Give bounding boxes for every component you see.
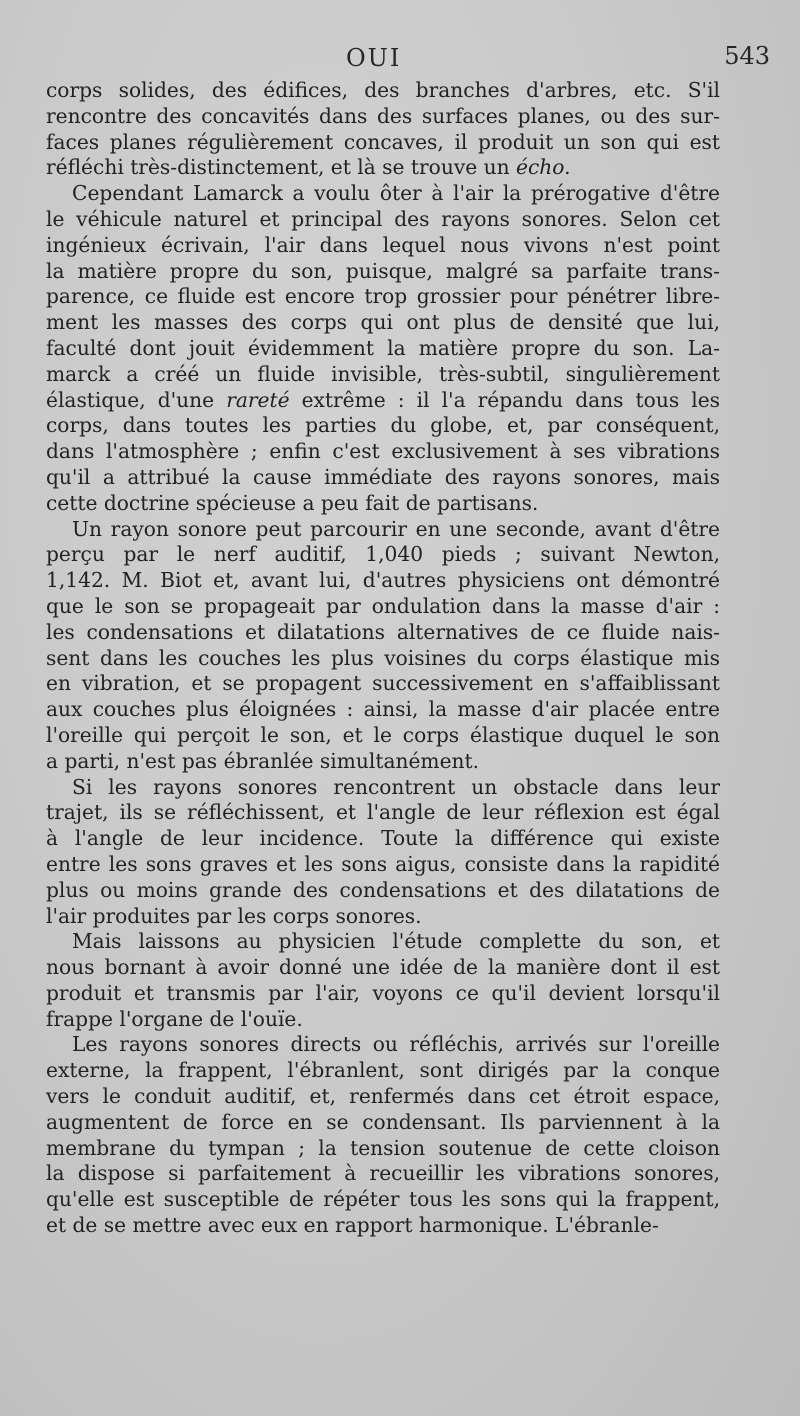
text-line: [46, 878, 720, 904]
italic-word: écho.: [516, 155, 571, 180]
line-text: marck a créé un fluide invisible, très-subtil, singulièrement: [46, 361, 720, 386]
text-line: [46, 130, 720, 156]
body-text: [46, 78, 720, 1239]
text-line: [46, 697, 720, 723]
text-line: [46, 929, 720, 955]
text-line: [46, 439, 720, 465]
line-text: a parti, n'est pas ébranlée simultanément.: [46, 748, 480, 773]
line-text: la dispose si parfaitement à recueillir les vibrations sonores,: [46, 1161, 720, 1186]
text-line: [46, 104, 720, 130]
text-line: [46, 1136, 720, 1162]
text-line: [46, 542, 720, 568]
line-text: corps solides, des édifices, des branches d'arbres, etc. S'il: [46, 78, 720, 102]
text-line: [46, 826, 720, 852]
text-line: [46, 1213, 720, 1239]
line-text: le véhicule naturel et principal des rayons sonores. Selon cet: [46, 206, 720, 231]
line-text: qu'elle est susceptible de répéter tous les sons qui la frappent,: [46, 1187, 720, 1212]
line-text: Mais laissons au physicien l'étude complette du son, et: [72, 929, 720, 954]
line-text: entre les sons graves et les sons aigus, consiste dans la rapidité: [46, 851, 720, 876]
line-text: et de se mettre avec eux en rapport harmonique. L'ébranle-: [46, 1213, 659, 1238]
line-text: nous bornant à avoir donné une idée de la manière dont il est: [46, 955, 720, 980]
text-line: [46, 233, 720, 259]
line-text: la matière propre du son, puisque, malgré sa parfaite trans-: [46, 258, 720, 283]
line-text: membrane du tympan ; la tension soutenue de cette cloison: [46, 1135, 720, 1160]
line-text: dans l'atmosphère ; enfin c'est exclusivement à ses vibrations: [46, 439, 720, 464]
text-line: [46, 310, 720, 336]
line-text: faces planes régulièrement concaves, il produit un son qui est: [46, 129, 720, 154]
line-text: perçu par le nerf auditif, 1,040 pieds ; suivant Newton,: [46, 542, 720, 567]
text-line: [46, 1032, 720, 1058]
line-text: qu'il a attribué la cause immédiate des rayons sonores, mais: [46, 464, 720, 489]
line-text: faculté dont jouit évidemment la matière propre du son. La-: [46, 335, 720, 360]
text-line: [46, 904, 720, 930]
text-line: [46, 1161, 720, 1187]
line-text: Les rayons sonores directs ou réfléchis, arrivés sur l'oreille: [72, 1032, 720, 1057]
text-line: [46, 800, 720, 826]
line-text: parence, ce fluide est encore trop grossier pour pénétrer libre-: [46, 284, 720, 309]
text-line: [46, 517, 720, 543]
line-text: en vibration, et se propagent successivement en s'affaiblissant: [46, 671, 720, 696]
line-text: 1,142. M. Biot et, avant lui, d'autres physiciens ont démontré: [46, 568, 720, 593]
line-text: Un rayon sonore peut parcourir en une seconde, avant d'être: [72, 516, 720, 541]
text-line: [46, 1187, 720, 1213]
line-text: plus ou moins grande des condensations et des dilatations de: [46, 877, 720, 902]
line-text: Si les rayons sonores rencontrent un obstacle dans leur: [72, 774, 720, 799]
text-line: [46, 362, 720, 388]
line-text: à l'angle de leur incidence. Toute la différence qui existe: [46, 826, 720, 851]
text-line: [46, 284, 720, 310]
line-text: les condensations et dilatations alternatives de ce fluide nais-: [46, 619, 720, 644]
line-text: ment les masses des corps qui ont plus de densité que lui,: [46, 310, 720, 335]
running-head: [46, 40, 770, 80]
text-line: [46, 594, 720, 620]
text-line: [46, 207, 720, 233]
line-text: que le son se propageait par ondulation dans la masse d'air :: [46, 593, 720, 618]
line-text: aux couches plus éloignées : ainsi, la masse d'air placée entre: [46, 697, 720, 722]
text-line: [46, 413, 720, 439]
line-text: vers le conduit auditif, et, renfermés dans cet étroit espace,: [46, 1084, 720, 1109]
text-line: [46, 259, 720, 285]
text-line: [46, 646, 720, 672]
text-line: [46, 568, 720, 594]
line-text: frappe l'organe de l'ouïe.: [46, 1006, 303, 1031]
line-text: Cependant Lamarck a voulu ôter à l'air la prérogative d'être: [72, 181, 720, 206]
line-text: trajet, ils se réfléchissent, et l'angle de leur réflexion est égal: [46, 800, 720, 825]
text-line: [46, 388, 720, 414]
line-text: produit et transmis par l'air, voyons ce qu'il devient lorsqu'il: [46, 980, 720, 1005]
line-text: l'air produites par les corps sonores.: [46, 903, 422, 928]
text-line: [46, 155, 720, 181]
text-line: [46, 1058, 720, 1084]
line-text: l'oreille qui perçoit le son, et le corps élastique duquel le son: [46, 722, 720, 747]
line-text: rencontre des concavités dans des surfaces planes, ou des sur-: [46, 103, 720, 128]
line-text: augmentent de force en se condensant. Ils parviennent à la: [46, 1109, 720, 1134]
line-text: sent dans les couches les plus voisines du corps élastique mis: [46, 645, 720, 670]
text-line: [46, 775, 720, 801]
text-line: [46, 981, 720, 1007]
line-text-after: extrême : il l'a répandu dans tous les: [289, 387, 720, 412]
text-line: [46, 181, 720, 207]
text-line: [46, 1084, 720, 1110]
line-text: corps, dans toutes les parties du globe, et, par conséquent,: [46, 413, 720, 438]
line-text: cette doctrine spécieuse a peu fait de partisans.: [46, 490, 539, 515]
page-number: 543: [724, 42, 770, 70]
text-line: [46, 336, 720, 362]
line-text: élastique, d'une: [46, 387, 227, 412]
text-line: [46, 491, 720, 517]
italic-word: rareté: [226, 387, 290, 412]
text-line: [46, 78, 720, 104]
text-line: [46, 1110, 720, 1136]
text-line: [46, 465, 720, 491]
line-text: réfléchi très-distinctement, et là se trouve un: [46, 155, 517, 180]
line-text: ingénieux écrivain, l'air dans lequel nous vivons n'est point: [46, 232, 720, 257]
text-line: [46, 723, 720, 749]
text-line: [46, 749, 720, 775]
running-title: OUI: [346, 44, 402, 72]
text-line: [46, 620, 720, 646]
text-line: [46, 1007, 720, 1033]
text-line: [46, 671, 720, 697]
text-line: [46, 852, 720, 878]
text-line: [46, 955, 720, 981]
line-text: externe, la frappent, l'ébranlent, sont dirigés par la conque: [46, 1058, 720, 1083]
